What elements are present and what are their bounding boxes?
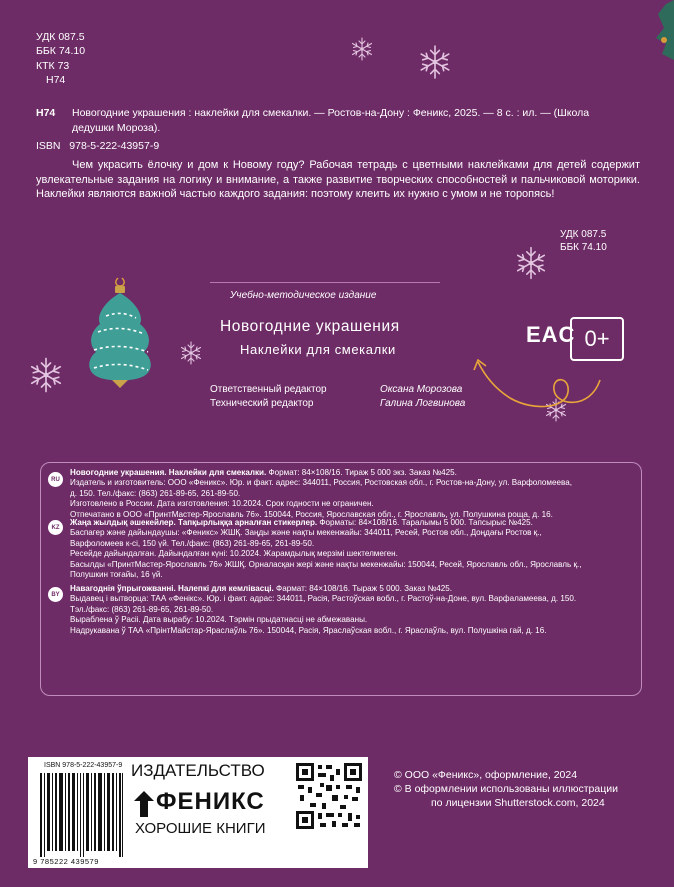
book-subtitle: Наклейки для смекалки [240, 342, 396, 357]
imprint-by-line: Выраблена ў Расіі. Дата вырабу: 10.2024. Тэрмін прыдатнасці не абмежаваны. [70, 615, 368, 625]
imprint-by-line: Выдавец і вытворца: ТАА «Фенікс». Юр. і факт. адрас: 344011, Расія, Растоўская вобл., г. Растоў-на-Доне, вул. Варфаламеева, д. 150. [70, 594, 577, 604]
snowflake-icon [421, 46, 449, 78]
classification-codes-right [560, 228, 607, 254]
imprint-ru-line: Издатель и изготовитель: ООО «Феникс». Юр. и факт. адрес: 344011, Россия, Ростовская обл., г. Ростов-на-Дону, ул. Варфоломеева, [70, 478, 572, 488]
imprint-kz-line: Форматы: 84×108/16. Таралымы 5 000. Тапсырыс №425. [317, 518, 533, 527]
age-rating-badge: 0+ [570, 317, 624, 361]
qr-code [296, 763, 362, 829]
staff-names [380, 383, 465, 411]
imprint-ru [70, 468, 635, 520]
imprint-by [70, 584, 635, 636]
barcode-panel [28, 757, 368, 868]
barcode-digits: 9 785222 439579 [33, 857, 99, 866]
imprint-kz-line: Варфоломеев к-сі, 150 үй. Тел./факс: (863) 261-89-65, 261-89-50. [70, 538, 315, 548]
brand-name: ФЕНИКС [156, 788, 265, 815]
name-technical-editor: Галина Логвинова [380, 398, 466, 409]
annotation: Чем украсить ёлочку и дом к Новому году? Рабочая тетрадь с цветными наклейками для детей содержит увлекательные задания на логику и внимание, а также развитие творческих способностей и пальчиковой моторики. Наклейки являются важной частью каждого задания: поэтому клеить их нужно с умом и не торопясь! [36, 159, 640, 200]
barcode-isbn: ISBN 978-5-222-43957-9 [44, 762, 123, 769]
brand-slogan: ХОРОШИЕ КНИГИ [135, 820, 266, 837]
imprint-kz-line: Полушкин тоғайы, 16 үй. [70, 570, 163, 580]
imprint-by-line: Надрукавана ў ТАА «ПрінтМайстар-Яраслаўль 76». 150044, Расія, Яраслаўская вобл., г. Яраслаўль, вул. Полушкіна гай, д. 16. [70, 625, 547, 635]
bbk-code: ББК 74.10 [560, 242, 607, 253]
imprint-by-line: Фармат: 84×108/16. Тыраж 5 000. Заказ №425. [273, 584, 453, 593]
copyright-line: © В оформлении использованы иллюстрации [394, 783, 618, 795]
udk-code: УДК 087.5 [36, 31, 85, 43]
staff-roles [210, 383, 327, 411]
arrow-icon [470, 350, 610, 420]
imprint-ru-line: Изготовлено в России. Дата изготовления: 10.2024. Срок годности не ограничен. [70, 499, 374, 509]
snowflake-icon [353, 38, 372, 60]
copyright-line: по лицензии Shutterstock.com, 2024 [431, 797, 605, 809]
name-responsible-editor: Оксана Морозова [380, 384, 463, 395]
imprint-kz-line: Ресейде дайындалған. Дайындалған күні: 10.2024. Жарамдылық мерзімі шектелмеген. [70, 549, 398, 559]
classification-codes [36, 30, 85, 87]
ornament-illustration [82, 272, 162, 392]
tree-branch-decoration [648, 0, 674, 60]
imprint-kz-line: Баспагер және дайындаушы: «Феникс» ЖШҚ. Заңды және нақты мекенжайы: 344011, Ресей, Ростов обл., Доңдағы Ростов қ., [70, 528, 542, 538]
language-badge-kz: KZ [48, 520, 63, 535]
bibliographic-record [36, 106, 636, 135]
edition-type: Учебно-методическое издание [230, 290, 377, 301]
isbn-line: ISBN 978-5-222-43957-9 [36, 140, 160, 152]
bbk-code: ББК 74.10 [36, 45, 86, 58]
biblio-code: Н74 [36, 107, 56, 119]
imprint-kz [70, 518, 635, 580]
ktk-code: КТК 73 [36, 59, 70, 72]
divider [210, 282, 440, 283]
role-technical-editor: Технический редактор [210, 398, 314, 409]
language-badge-ru: RU [48, 472, 63, 487]
imprint-by-line: Тэл./факс: (863) 261-89-65, 261-89-50. [70, 604, 214, 614]
eac-mark: EAC [526, 322, 576, 347]
biblio-line-1: Новогодние украшения : наклейки для смекалки. — Ростов-на-Дону : Феникс, 2025. — 8 с. : ил. — (Школа [72, 107, 590, 119]
copyright-notice [394, 768, 618, 810]
imprint-kz-title: Жаңа жылдық әшекейлер. Тапқырлыққа арналған стикерлер. [70, 518, 318, 527]
imprint-by-title: Навагоднія ўпрыгожванні. Налепкі для кемлівасці. [70, 584, 274, 593]
biblio-line-2: дедушки Мороза). [72, 121, 161, 134]
feniks-logo-icon [134, 791, 154, 817]
snowflake-icon [518, 248, 545, 279]
barcode [40, 773, 124, 857]
role-responsible-editor: Ответственный редактор [210, 384, 327, 395]
imprint-ru-line: д. 150. Тел./факс: (863) 261-89-65, 261-89-50. [70, 488, 241, 498]
publisher-label: ИЗДАТЕЛЬСТВО [131, 761, 265, 780]
imprint-ru-title: Новогодние украшения. Наклейки для смекалки. [70, 468, 267, 477]
udk-code: УДК 087.5 [560, 229, 607, 240]
book-title: Новогодние украшения [220, 318, 400, 335]
snowflake-icon [182, 342, 201, 364]
language-badge-by: BY [48, 587, 63, 602]
copyright-line: © ООО «Феникс», оформление, 2024 [394, 769, 578, 781]
imprint-ru-line: Формат: 84×108/16. Тираж 5 000 экз. Заказ №425. [266, 468, 457, 477]
imprint-ru-line: Отпечатано в ООО «ПринтМастер-Ярославль 76». 150044, Россия, Ярославская обл., г. Ярославль, ул. Полушкина роща, д. 16. [70, 509, 553, 519]
author-mark: Н74 [46, 73, 66, 86]
snowflake-icon [32, 359, 61, 392]
imprint-kz-line: Басылды «ПринтМастер-Ярославль 76» ЖШҚ. Орналасқан жері және нақты мекенжайы: 150044, Ресей, Ярославль обл., Ярославль қ., [70, 559, 582, 569]
